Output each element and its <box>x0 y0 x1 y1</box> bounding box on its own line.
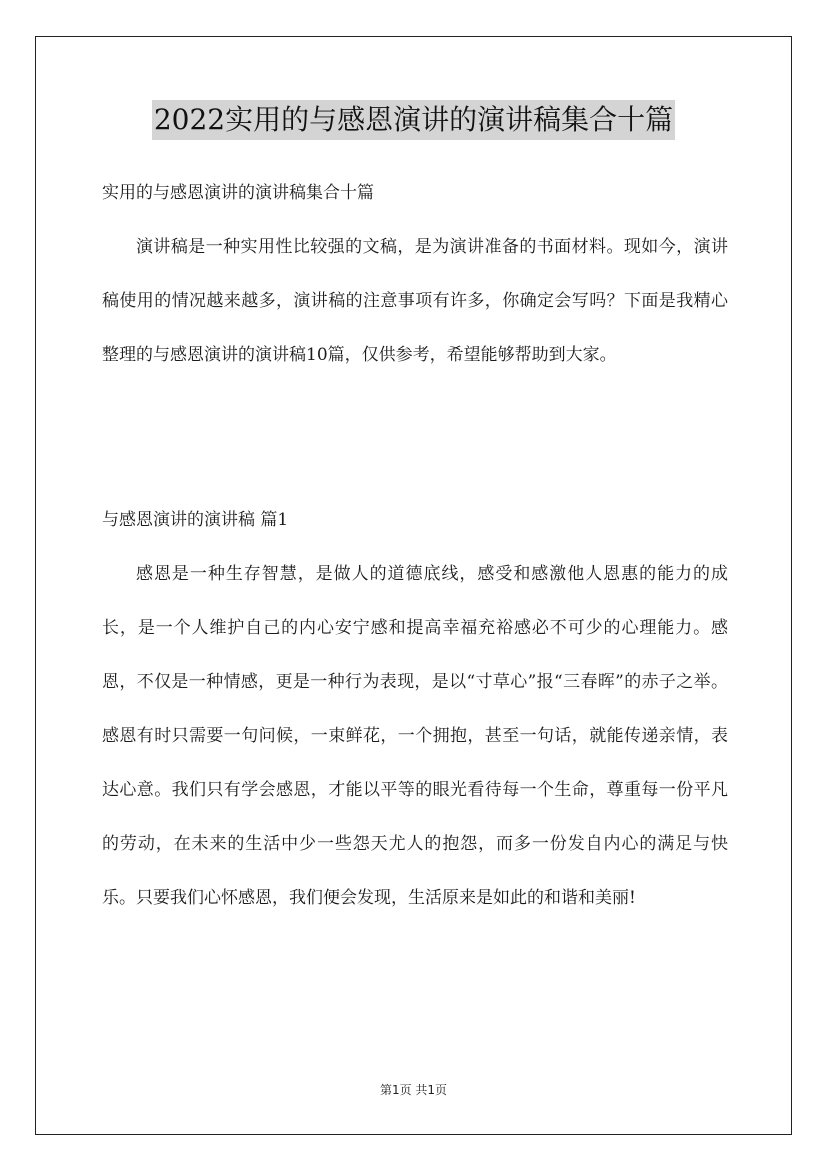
intro-paragraph: 演讲稿是一种实用性比较强的文稿，是为演讲准备的书面材料。现如今，演讲稿使用的情况越来越多，演讲稿的注意事项有许多，你确定会写吗？下面是我精心整理的与感恩演讲的演讲稿10篇，仅供参考，希望能够帮助到大家。 <box>102 237 728 365</box>
article-block <box>102 547 728 925</box>
document-title: 2022实用的与感恩演讲的演讲稿集合十篇 <box>152 100 675 140</box>
intro-block <box>102 220 728 382</box>
section-heading: 与感恩演讲的演讲稿 篇1 <box>102 510 289 530</box>
page-footer: 第1页 共1页 <box>379 1083 448 1097</box>
title-container <box>0 100 827 140</box>
document-subtitle: 实用的与感恩演讲的演讲稿集合十篇 <box>102 183 374 203</box>
section-paragraph: 感恩是一种生存智慧，是做人的道德底线，感受和感激他人恩惠的能力的成长，是一个人维护自己的内心安宁感和提高幸福充裕感必不可少的心理能力。感恩，不仅是一种情感，更是一种行为表现，是以“寸草心”报“三春晖”的赤子之举。感恩有时只需要一句问候，一束鲜花，一个拥抱，甚至一句话，就能传递亲情，表达心意。我们只有学会感恩，才能以平等的眼光看待每一个生命，尊重每一份平凡的劳动，在未来的生活中少一些怨天尤人的抱怨，而多一份发自内心的满足与快乐。只要我们心怀感恩，我们便会发现，生活原来是如此的和谐和美丽! <box>102 564 728 908</box>
